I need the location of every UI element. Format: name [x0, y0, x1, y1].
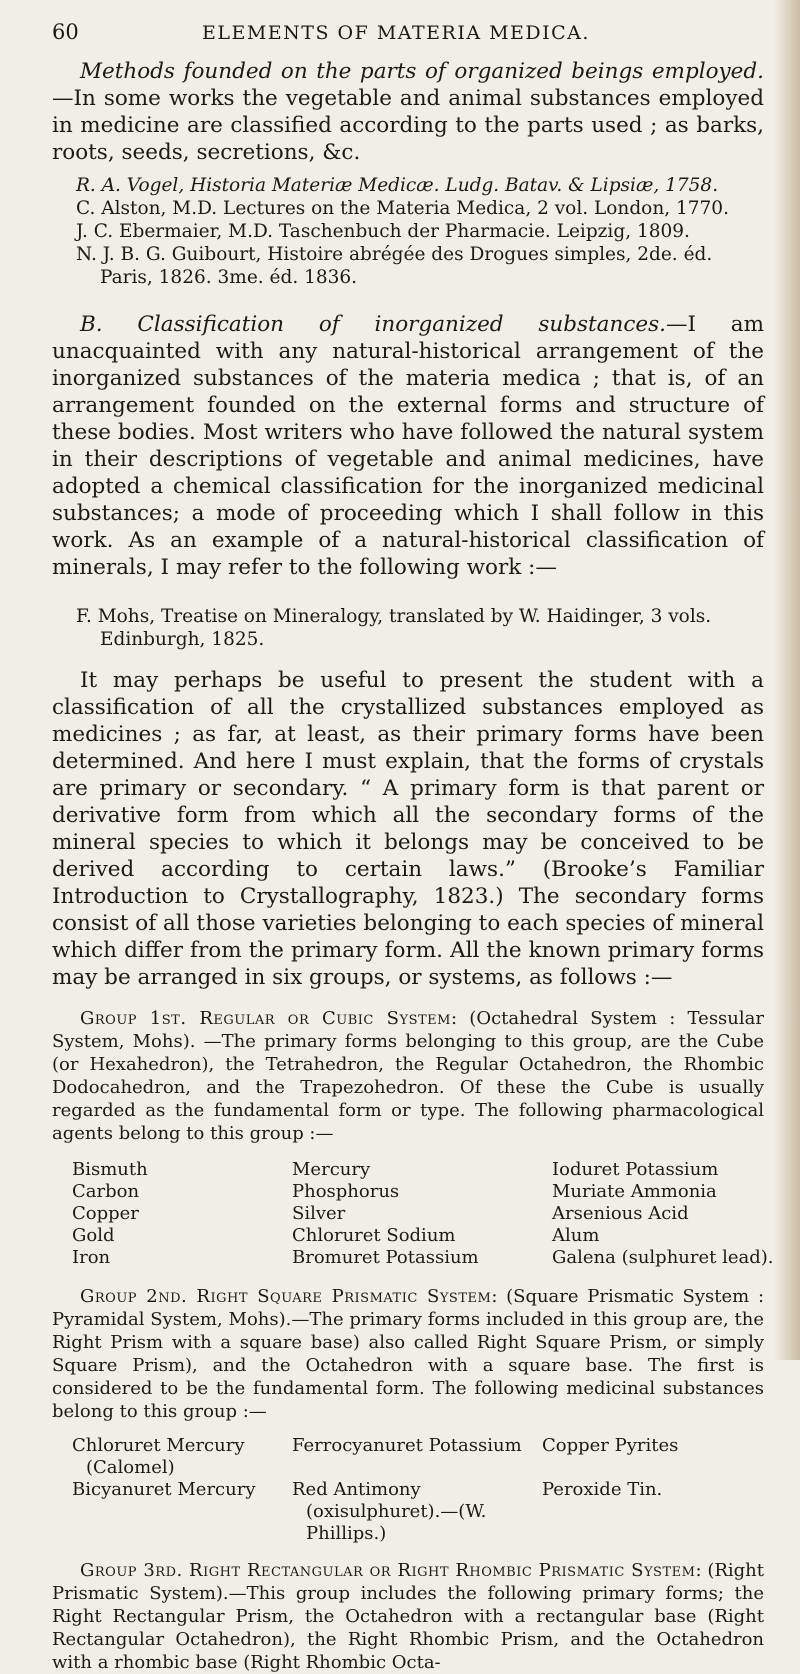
group-1-heading: Group 1st. Regular or Cubic System	[80, 1008, 451, 1029]
list-item: Alum	[552, 1225, 600, 1246]
section-b-paragraph	[52, 311, 764, 581]
section-b-title: B. Classification of inorganized substances.	[80, 312, 666, 337]
group-2-paragraph	[52, 1285, 764, 1423]
list-item: Ferrocyanuret Potassium	[292, 1435, 522, 1456]
reference-item: N. J. B. G. Guibourt, Histoire abrégée des Drogues simples, 2de. éd. Paris, 1826. 3me. éd. 1836.	[76, 244, 713, 288]
section-a-paragraph	[52, 58, 764, 166]
section-b-reference	[52, 605, 764, 651]
list-item: Silver	[292, 1203, 346, 1224]
list-item: Mercury	[292, 1159, 371, 1180]
list-item: Bromuret Potassium	[292, 1247, 479, 1268]
list-item: Carbon	[72, 1181, 140, 1202]
list-item: Peroxide Tin.	[542, 1479, 663, 1500]
list-item: Gold	[72, 1225, 115, 1246]
list-item: Muriate Ammonia	[552, 1181, 717, 1202]
section-a-references	[52, 174, 764, 289]
list-item: Bismuth	[72, 1159, 148, 1180]
section-a-text: —In some works the vegetable and animal substances employed in medicine are classified according to the parts used ; as barks, roots, seeds, secretions, &c.	[52, 86, 764, 165]
list-item: Iron	[72, 1247, 111, 1268]
group-1-text: : (Octahedral System : Tessular System, Mohs). —The primary forms belonging to this group, are the Cube (or Hexahedron), the Tetrahedron, the Regular Octahedron, the Rhombic Dodocahedron, and the Trapezohedron. Of these the Cube is usually regarded as the fundamental form or type. The following pharmacological agents belong to this group :—	[52, 1008, 764, 1144]
list-item: Phosphorus	[292, 1181, 400, 1202]
reference-item: J. C. Ebermaier, M.D. Taschenbuch der Pharmacie. Leipzig, 1809.	[76, 221, 690, 242]
page-edge-shadow	[774, 0, 800, 1360]
list-item: Ioduret Potassium	[552, 1159, 719, 1180]
group-3-paragraph	[52, 1559, 764, 1674]
list-item: Chloruret Sodium	[292, 1225, 456, 1246]
group-2-text: : (Square Prismatic System : Pyramidal System, Mohs).—The primary forms included in this group are, the Right Prism with a square base) also called Right Square Prism, or simply Square Prism), and the Octahedron with a square base. The first is considered to be the fundamental form. The following medicinal substances belong to this group :—	[52, 1286, 765, 1422]
group-1-list	[72, 1159, 774, 1269]
group-3-heading: Group 3rd. Right Rectangular or Right Rhombic Prismatic System	[80, 1560, 696, 1581]
list-item: Chloruret Mercury (Calomel)	[72, 1435, 245, 1478]
reference-item: F. Mohs, Treatise on Mineralogy, translated by W. Haidinger, 3 vols. Edinburgh, 1825.	[76, 606, 712, 650]
section-a-title: Methods founded on the parts of organized beings employed.	[80, 59, 764, 84]
list-item: Copper	[72, 1203, 139, 1224]
group-2-heading: Group 2nd. Right Square Prismatic System	[80, 1286, 492, 1307]
page-number: 60	[52, 20, 79, 44]
book-page	[52, 20, 774, 1674]
section-b-text: —I am unacquainted with any natural-historical arrangement of the inorganized substances of the materia medica ; that is, of an arrangement founded on the external forms and structure of these bodies. Most writers who have followed the natural system in their descriptions of vegetable and animal medicines, have adopted a chemical classification for the inorganized medicinal substances; a mode of proceeding which I shall follow in this work. As an example of a natural-historical classification of minerals, I may refer to the following work :—	[52, 312, 764, 580]
running-title: ELEMENTS OF MATERIA MEDICA.	[202, 22, 590, 44]
group-1-paragraph	[52, 1007, 764, 1145]
reference-item: R. A. Vogel, Historia Materiæ Medicæ. Ludg. Batav. & Lipsiæ, 1758.	[76, 175, 719, 196]
list-item: Galena (sulphuret lead).	[552, 1247, 774, 1268]
page-header	[52, 20, 764, 54]
reference-item: C. Alston, M.D. Lectures on the Materia Medica, 2 vol. London, 1770.	[76, 198, 729, 219]
group-2-list	[72, 1435, 764, 1545]
list-item: Copper Pyrites	[542, 1435, 679, 1456]
list-item: Red Antimony (oxisulphuret).—(W. Phillips.)	[292, 1479, 487, 1544]
group-3-text: : (Right Prismatic System).—This group includes the following primary forms; the Right Rectangular Prism, the Octahedron with a rectangular base (Right Rectangular Octahedron), the Right Rhombic Prism, and the Octahedron with a rhombic base (Right Rhombic Octa-	[52, 1560, 765, 1673]
list-item: Arsenious Acid	[552, 1203, 689, 1224]
crystal-paragraph: It may perhaps be useful to present the student with a classification of all the crystallized substances employed as medicines ; as far, at least, as their primary forms have been determined. And here I must explain, that the forms of crystals are primary or secondary. “ A primary form is that parent or derivative form from which all the secondary forms of the mineral species to which it belongs may be conceived to be derived according to certain laws.” (Brooke’s Familiar Introduction to Crystallography, 1823.) The secondary forms consist of all those varieties belonging to each species of mineral which differ from the primary form. All the known primary forms may be arranged in six groups, or systems, as follows :—	[52, 668, 764, 990]
list-item: Bicyanuret Mercury	[72, 1479, 256, 1500]
